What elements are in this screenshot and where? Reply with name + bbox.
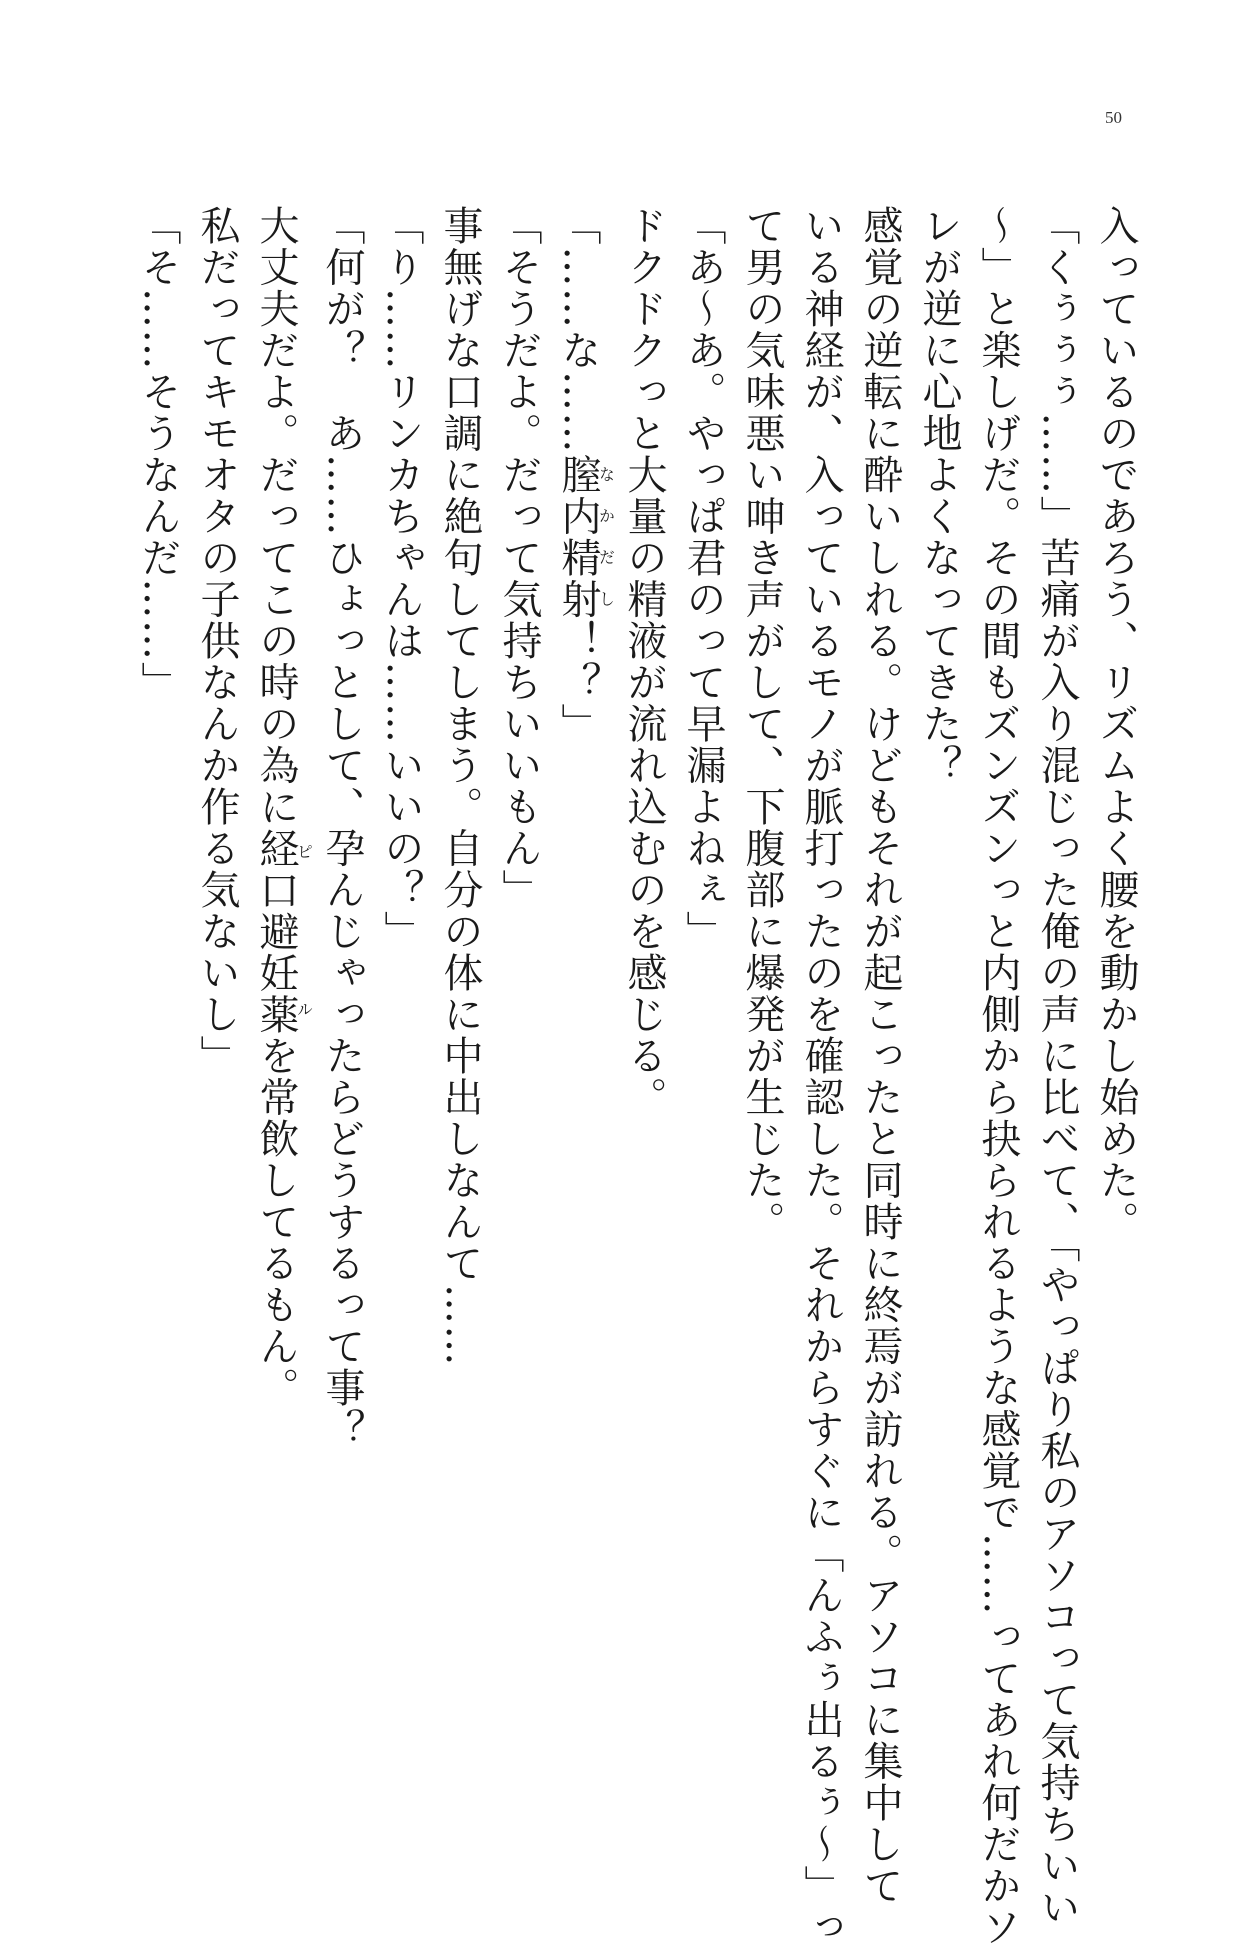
ruby-line-before: 「……な……	[555, 205, 601, 454]
ruby-reading: ピル	[294, 827, 314, 1035]
text-line: 事無げな口調に絶句してしまう。自分の体に中出しなんて……	[437, 205, 483, 1367]
text-line: 感覚の逆転に酔いしれる。けどもそれが起こったと同時に終焉が訪れる。アソコに集中して	[857, 205, 903, 1907]
text-line: ～」と楽しげだ。その間もズンズンっと内側から抉られるような感覚で……ってあれ何だかソ	[975, 205, 1021, 1948]
text-line: いる神経が、入っているモノが脈打ったのを確認した。それからすぐに「んふぅ出るぅ～」っ	[798, 205, 844, 1948]
text-line: 「何が？ あ……ひょっとして、孕んじゃったらどうするって事？	[319, 205, 365, 1450]
text-line: レが逆に心地よくなってきた？	[916, 205, 962, 786]
text-line: ドクドクっと大量の精液が流れ込むのを感じる。	[621, 205, 667, 1118]
text-line: 入っているのであろう、リズムよく腰を動かし始めた。	[1093, 205, 1139, 1243]
text-line: 私だってキモオタの子供なんか作る気ないし」	[194, 205, 240, 1077]
novel-body-text	[135, 205, 1145, 1948]
ruby-annotation	[253, 827, 314, 1036]
ruby-base: 膣内精射	[555, 454, 601, 620]
text-line-with-ruby	[246, 205, 312, 1645]
ruby-base: 経口避妊薬	[253, 827, 299, 1035]
text-line: 「くぅぅぅ……」苦痛が入り混じった俺の声に比べて、「やっぱり私のアソコって気持ちいい	[1034, 205, 1080, 1928]
text-line: て男の気味悪い呻き声がして、下腹部に爆発が生じた。	[739, 205, 785, 1243]
ruby-line-before: 大丈夫だよ。だってこの時の為に	[253, 205, 299, 828]
text-line: 「り……リンカちゃんは……いいの？」	[378, 205, 424, 952]
page-number: 50	[1105, 108, 1122, 127]
text-line: 「そうだよ。だって気持ちいいもん」	[496, 205, 542, 911]
text-line: 「あ～あ。やっぱ君のって早漏よねぇ」	[680, 205, 726, 952]
ruby-line-after: ！？」	[555, 620, 601, 745]
ruby-line-after: を常飲してるもん。	[253, 1035, 299, 1409]
text-line-with-ruby	[548, 205, 614, 1645]
text-line: 「そ……そうなんだ……」	[135, 205, 181, 703]
ruby-reading: なかだし	[596, 454, 616, 620]
ruby-annotation	[555, 454, 616, 620]
